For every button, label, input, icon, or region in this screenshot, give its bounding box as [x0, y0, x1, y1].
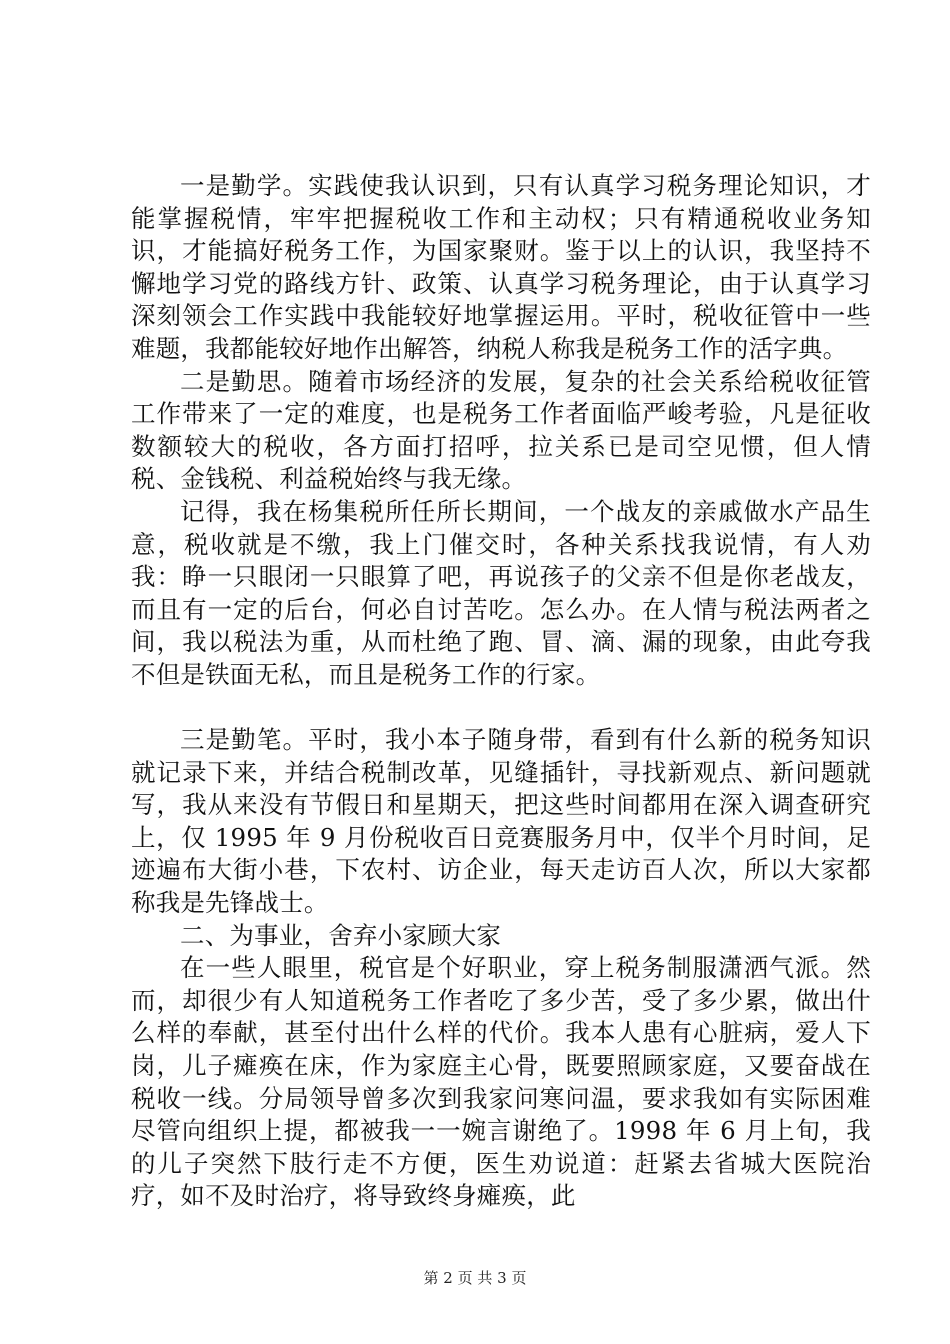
paragraph-diligent-study: 一是勤学。实践使我认识到，只有认真学习税务理论知识，才能掌握税情，牢牢把握税收工作和主动权；只有精通税收业务知识，才能搞好税务工作，为国家聚财。鉴于以上的认识，我坚持不懈地学习党的路线方针、政策、认真学习税务理论，由于认真学习深刻领会工作实践中我能较好地掌握运用。平时，税收征管中一些难题，我都能较好地作出解答，纳税人称我是税务工作的活字典。 — [131, 171, 871, 363]
page-number-footer: 第 2 页 共 3 页 — [423, 1269, 527, 1287]
section-heading: 二、为事业，舍弃小家顾大家 — [180, 920, 502, 950]
paragraph-diligent-writing: 三是勤笔。平时，我小本子随身带，看到有什么新的税务知识就记录下来，并结合税制改革，见缝插针，寻找新观点、新问题就写，我从来没有节假日和星期天，把这些时间都用在深入调查研究上，仅 1995 年 9 月份税收百日竞赛服务月中，仅半个月时间，足迹遍布大街小巷，下农村、访企业，每天走访百人次，所以大家都称我是先锋战士。 — [131, 725, 871, 918]
paragraph-family-sacrifice: 在一些人眼里，税官是个好职业，穿上税务制服潇洒气派。然而，却很少有人知道税务工作者吃了多少苦，受了多少累，做出什么样的奉献，甚至付出什么样的代价。我本人患有心脏病，爱人下岗，儿子瘫痪在床，作为家庭主心骨，既要照顾家庭，又要奋战在税收一线。分局领导曾多次到我家问寒问温，要求我如有实际困难尽管向组织上提，都被我一一婉言谢绝了。1998 年 6 月上旬，我的儿子突然下肢行走不方便，医生劝说道：赶紧去省城大医院治疗，如不及时治疗，将导致终身瘫痪，此 — [131, 953, 871, 1211]
paragraph-anecdote: 记得，我在杨集税所任所长期间，一个战友的亲戚做水产品生意，税收就是不缴，我上门催交时，各种关系找我说情，有人劝我：睁一只眼闭一只眼算了吧，再说孩子的父亲不但是你老战友，而且有一定的后台，何必自讨苦吃。怎么办。在人情与税法两者之间，我以税法为重，从而杜绝了跑、冒、滴、漏的现象，由此夸我不但是铁面无私，而且是税务工作的行家。 — [131, 496, 871, 689]
paragraph-diligent-thinking: 二是勤思。随着市场经济的发展，复杂的社会关系给税收征管工作带来了一定的难度，也是税务工作者面临严峻考验，凡是征收数额较大的税收，各方面打招呼，拉关系已是司空见惯，但人情税、金钱税、利益税始终与我无缘。 — [131, 366, 871, 494]
document-body — [131, 170, 871, 1213]
